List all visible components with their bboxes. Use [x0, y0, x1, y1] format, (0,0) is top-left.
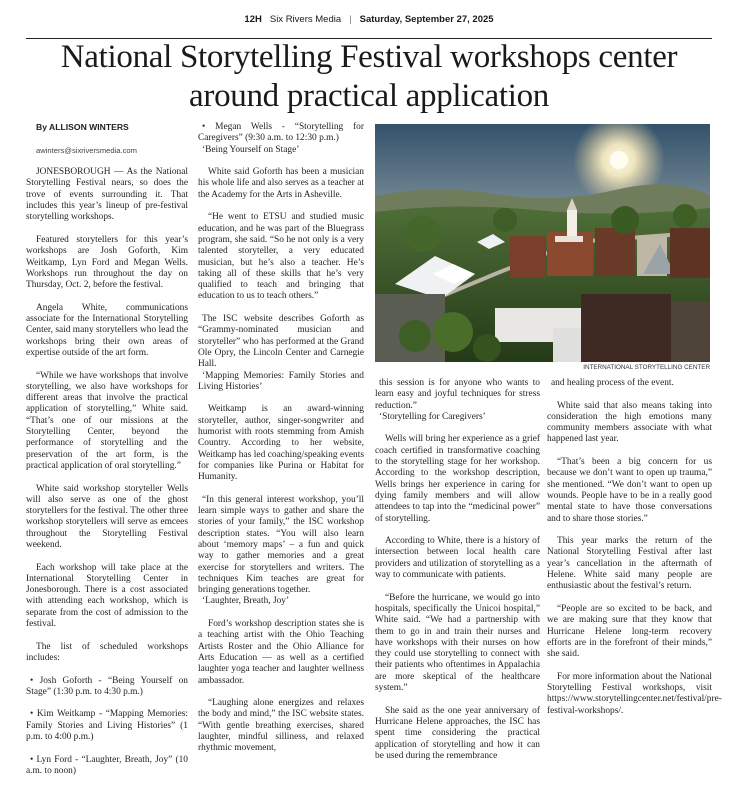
byline-email[interactable]: awinters@sixriversmedia.com	[36, 145, 137, 155]
header-separator: |	[349, 13, 352, 25]
paragraph: White said workshop storyteller Wells will also serve as one of the ghost storytellers for the festival. The other three workshop storytellers will serve as emcees throughout the Storytelling Festival weekend.	[26, 483, 188, 550]
paragraph: Each workshop will take place at the International Storytelling Center in Jonesborough. There is a cost associated with attending each workshop, which is separate from the cost of admission to the festival.	[26, 562, 188, 630]
paragraph: The ISC website describes Goforth as “Grammy-nominated musician and storyteller” who has performed at the Grand Ole Opry, the Lincoln Center and Carnegie Hall.	[198, 314, 364, 370]
paragraph: White said Goforth has been a musician his whole life and also serves as a teacher at the Academy for the Arts in Asheville.	[198, 167, 364, 200]
workshop-list-item: • Lyn Ford - “Laughter, Breath, Joy” (10 a.m. to noon)	[26, 754, 188, 776]
subhead: ‘Mapping Memories: Family Stories and Living Histories’	[198, 370, 364, 392]
paragraph: The list of scheduled workshops includes:	[26, 641, 188, 663]
paragraph: For more information about the National Storytelling Festival workshops, visit https://www.storytellingcenter.net/festival/pre-festival-workshops/.	[547, 671, 722, 716]
article-column-3	[375, 378, 540, 773]
workshop-list-item: • Josh Goforth - “Being Yourself on Stage” (1:30 p.m. to 4:30 p.m.)	[26, 675, 188, 697]
page-header	[26, 0, 712, 39]
paragraph: Featured storytellers for this year’s workshops are Josh Goforth, Kim Weitkamp, Lyn Ford and Megan Wells. Workshops run throughout the day on Thursday, Oct. 2, before the festival.	[26, 234, 188, 291]
paragraph: “He went to ETSU and studied music education, and he was part of the Bluegrass program, she said. “So he not only is a very talented storyteller, a very educated musician, but he’s also a teacher. He’s taking all of these skills that he’s very qualified to teach and bringing that education to us to teach others.”	[198, 212, 364, 302]
paragraph: “That’s been a big concern for us because we don’t want to open up trauma,” she mentioned. “We don’t want to open up wounds. People have to be in a really good mental state to have those conversations and to share those stories.”	[547, 457, 712, 524]
paragraph: Weitkamp is an award-winning storyteller, author, singer-songwriter and humorist with roots stemming from Amish Country. According to her website, Weitkamp has led coaching/speaking events for companies like Purina or Habitat for Humanity.	[198, 404, 364, 483]
paragraph: “Before the hurricane, we would go into hospitals, specifically the Unicoi hospital,” White said. “We had a partnership with them to go in and train their nurses and have workshops with their nurses on how they could use storytelling to connect with their patients who oftentimes in Appalachia are more skeptical of the healthcare system.”	[375, 592, 540, 694]
paragraph: She said as the one year anniversary of Hurricane Helene approaches, the ISC has spent time considering the practical application of storytelling and how it can be used during the remembrance	[375, 705, 540, 761]
paragraph: JONESBOROUGH — As the National Storytelling Festival nears, so does the trove of events surrounding it. That includes this year’s lineup of pre-festival storytelling workshops.	[26, 167, 188, 223]
article-headline: National Storytelling Festival workshops center around practical application	[60, 39, 678, 114]
photo-credit: INTERNATIONAL STORYTELLING CENTER	[583, 364, 710, 371]
jonesborough-aerial-photo	[375, 124, 710, 362]
paragraph: White said that also means taking into consideration the high emotions many community members associate with what happened last year.	[547, 400, 712, 445]
paragraph: “In this general interest workshop, you’ll learn simple ways to gather and share the stories of your family,” the ISC workshop description states. “You will also learn about ‘memory maps’ – a fun and quick way to gather memories and a great exercise for storytellers and writers. The techniques Kim teaches are great for bringing generations together.	[198, 494, 364, 596]
page-number: 12H	[244, 13, 262, 25]
paragraph: this session is for anyone who wants to learn easy and joyful techniques for stress reduction.”	[375, 378, 540, 411]
subhead: ‘Laughter, Breath, Joy’	[202, 596, 290, 607]
article-photo	[375, 124, 710, 362]
subhead: ‘Storytelling for Caregivers’	[379, 411, 486, 422]
publication-name: Six Rivers Media	[269, 13, 342, 25]
article-column-4	[547, 378, 722, 728]
issue-date: Saturday, September 27, 2025	[359, 13, 494, 25]
paragraph: Ford’s workshop description states she is a teaching artist with the Ohio Teaching Artists Roster and the Ohio Alliance for Arts Education — as well as a certified laughter yoga teacher and laughter wellness ambassador.	[198, 619, 364, 686]
paragraph: Wells will bring her experience as a grief coach certified in transformative coaching to the storytelling stage for her workshop. According to the workshop description, Wells brings her experience in caring for dying family members and will allow attendees to tap into the “medicinal power” of storytelling.	[375, 434, 540, 524]
paragraph: According to White, there is a history of intersection between local health care providers and utilization of storytelling as a way to communicate with patients.	[375, 536, 540, 581]
paragraph: Angela White, communications associate for the International Storytelling Center, said many storytellers who lead the workshops bring their own areas of expertise outside of the art form.	[26, 302, 188, 358]
article-column-2	[198, 122, 364, 766]
paragraph: and healing process of the event.	[551, 378, 674, 388]
subhead: ‘Being Yourself on Stage’	[202, 144, 300, 155]
article-column-1	[26, 122, 188, 789]
paragraph: “While we have workshops that involve storytelling, we also have workshops for different areas that involve the practical application of storytelling,” White said. “That’s one of our missions at the Storytelling Center, beyond the performance of storytelling and the preservation of the art form, is the practical application of oral storytelling.”	[26, 370, 188, 471]
workshop-list-item: • Kim Weitkamp - “Mapping Memories: Family Stories and Living Histories” (1 p.m. to 4:00 p.m.)	[26, 709, 188, 743]
workshop-list-item: • Megan Wells - “Storytelling for Caregivers” (9:30 a.m. to 12:30 p.m.)	[198, 122, 364, 144]
paragraph: “Laughing alone energizes and relaxes the body and mind,” the ISC website states. “With gentle breathing exercises, shared laughter, mindful silliness, and relaxed rhythmic movement,	[198, 698, 364, 754]
paragraph: This year marks the return of the National Storytelling Festival after last year’s cancellation in the aftermath of Helene. White said many people are enthusiastic about the festival’s return.	[547, 536, 712, 592]
byline-author: By ALLISON WINTERS	[36, 122, 129, 132]
paragraph: “People are so excited to be back, and we are making sure that they know that Hurricane Helene long-term recovery efforts are in the forefront of their minds,” she said.	[547, 603, 712, 660]
